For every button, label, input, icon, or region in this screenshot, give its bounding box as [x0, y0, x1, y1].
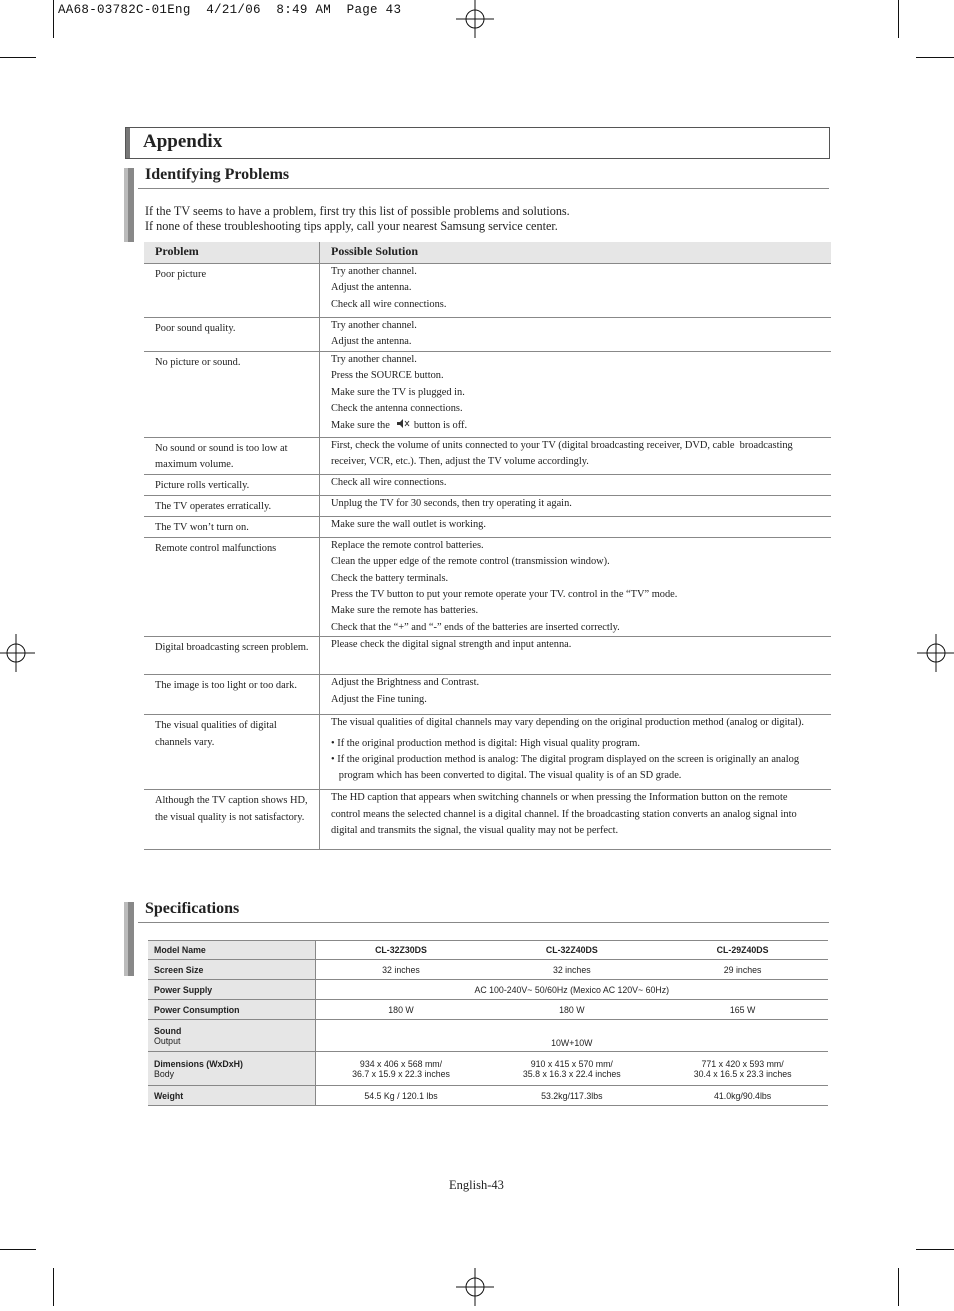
- solution-line: Check the battery terminals.: [331, 572, 449, 584]
- crop-mark: [898, 0, 899, 38]
- spec-label-dimensions-title: Dimensions (WxDxH): [154, 1058, 243, 1069]
- problem-cell: [144, 352, 320, 438]
- solution-line: Try another channel.: [331, 354, 417, 365]
- registration-mark-icon: [456, 1268, 494, 1306]
- solution-line: Replace the remote control batteries.: [331, 539, 484, 551]
- solution-cell: [320, 318, 832, 352]
- spec-value: [315, 1052, 486, 1086]
- solution-cell: [320, 264, 832, 318]
- spec-model: CL-29Z40DS: [657, 941, 828, 960]
- table-row: [144, 474, 831, 495]
- solution-cell: [320, 637, 832, 675]
- problem-line: Remote control malfunctions: [155, 542, 277, 554]
- registration-mark-icon: [456, 0, 494, 38]
- table-row: [144, 516, 831, 537]
- problem-cell: [144, 790, 320, 850]
- spec-value: 41.0kg/90.4lbs: [657, 1086, 828, 1106]
- solution-line: Adjust the antenna.: [331, 336, 412, 348]
- solution-cell: [320, 790, 832, 850]
- solution-line: The visual qualities of digital channels may vary depending on the original production method (analog or digital).: [331, 717, 804, 729]
- spec-label-sound-sub: Output: [154, 1035, 181, 1046]
- solution-line: Press the SOURCE button.: [331, 370, 444, 382]
- problem-line: No sound or sound is too low at: [155, 443, 288, 454]
- solution-cell: [320, 495, 832, 516]
- spec-label-model: Model Name: [148, 941, 315, 960]
- table-row: [144, 352, 831, 438]
- column-header-problem: Problem: [144, 242, 320, 264]
- section-rule: [138, 922, 829, 923]
- intro-line: If the TV seems to have a problem, first try this list of possible problems and solutions.: [145, 204, 570, 218]
- spec-label-dimensions: [148, 1052, 315, 1086]
- problem-line: Poor sound quality.: [155, 323, 236, 334]
- solution-line: Make sure the TV is plugged in.: [331, 386, 465, 398]
- table-row: [144, 438, 831, 475]
- solution-cell: [320, 715, 832, 790]
- spec-dim-line: 934 x 406 x 568 mm/: [359, 1058, 443, 1069]
- solution-line: First, check the volume of units connected to your TV (digital broadcasting receiver, DVD, cable broadcasting: [331, 440, 793, 451]
- table-row: [144, 675, 831, 715]
- problem-line: maximum volume.: [155, 459, 234, 471]
- solution-line: Adjust the Fine tuning.: [331, 693, 427, 705]
- problem-line: Poor picture: [155, 269, 207, 280]
- problem-line: The TV operates erratically.: [155, 500, 272, 512]
- solution-cell: [320, 352, 832, 438]
- spec-value: 29 inches: [657, 960, 828, 980]
- intro-line: If none of these troubleshooting tips apply, call your nearest Samsung service center.: [145, 219, 558, 233]
- solution-line: Check all wire connections.: [331, 298, 447, 310]
- spec-value: 54.5 Kg / 120.1 lbs: [315, 1086, 486, 1106]
- table-row: [144, 715, 831, 790]
- crop-mark: [916, 57, 954, 58]
- solution-line: Press the TV button to put your remote operate your TV. control in the “TV” mode.: [331, 589, 678, 601]
- solution-line: [331, 418, 831, 434]
- spec-label-sound: [148, 1020, 315, 1052]
- spec-label-weight: Weight: [148, 1086, 315, 1106]
- spec-value: 32 inches: [486, 960, 657, 980]
- problem-line: channels vary.: [155, 736, 215, 748]
- crop-mark: [53, 1268, 54, 1306]
- solution-line: program which has been converted to digital. The visual quality is of an SD grade.: [331, 770, 682, 782]
- column-header-solution: Possible Solution: [320, 242, 832, 264]
- solution-text: Make sure the: [331, 419, 390, 431]
- crop-mark: [916, 1249, 954, 1250]
- spec-label-screen-size: Screen Size: [148, 960, 315, 980]
- solution-line: • If the original production method is digital: High visual quality program.: [331, 737, 640, 749]
- spec-value: AC 100-240V~ 50/60Hz (Mexico AC 120V~ 60Hz): [315, 980, 828, 1000]
- table-row: [144, 537, 831, 636]
- spec-model: CL-32Z30DS: [315, 941, 486, 960]
- solution-line: Make sure the remote has batteries.: [331, 605, 479, 617]
- problem-cell: [144, 318, 320, 352]
- appendix-title: Appendix: [143, 131, 223, 152]
- spec-dim-line: 910 x 415 x 570 mm/: [530, 1058, 613, 1069]
- solution-line: • If the original production method is analog: The digital program displayed on the screen is originally an analog: [331, 754, 800, 766]
- page-number: English-43: [449, 1178, 504, 1192]
- spec-dim-line: 30.4 x 16.5 x 23.3 inches: [693, 1068, 792, 1079]
- problem-line: the visual quality is not satisfactory.: [155, 811, 305, 823]
- solution-line: Unplug the TV for 30 seconds, then try operating it again.: [331, 497, 572, 509]
- solution-line: Check the antenna connections.: [331, 403, 463, 415]
- spec-value: 165 W: [657, 1000, 828, 1020]
- specifications-title: Specifications: [145, 900, 240, 917]
- section-rule: [138, 188, 829, 189]
- solution-line: Check all wire connections.: [331, 476, 447, 488]
- problem-line: The image is too light or too dark.: [155, 680, 297, 692]
- problem-line: Digital broadcasting screen problem.: [155, 642, 309, 654]
- spec-label-power-supply: Power Supply: [148, 980, 315, 1000]
- solution-line: Check that the “+” and “-” ends of the batteries are inserted correctly.: [331, 621, 620, 633]
- appendix-accent-bar: [126, 128, 130, 158]
- spec-value: 53.2kg/117.3lbs: [486, 1086, 657, 1106]
- solution-cell: [320, 438, 832, 475]
- problem-cell: [144, 474, 320, 495]
- problem-cell: [144, 516, 320, 537]
- solution-text: button is off.: [413, 419, 468, 431]
- problem-line: Although the TV caption shows HD,: [155, 795, 308, 807]
- spec-dim-line: 35.8 x 16.3 x 22.4 inches: [522, 1068, 621, 1079]
- table-row: [144, 264, 831, 318]
- spec-dim-line: 771 x 420 x 593 mm/: [701, 1058, 784, 1069]
- solution-line: Try another channel.: [331, 320, 417, 331]
- spec-value: 32 inches: [315, 960, 486, 980]
- mute-speaker-icon: [396, 418, 410, 429]
- table-row: [144, 790, 831, 850]
- spec-value: 10W+10W: [315, 1020, 828, 1052]
- table-row: [144, 495, 831, 516]
- problem-cell: [144, 438, 320, 475]
- solution-cell: [320, 675, 832, 715]
- print-header: AA68-03782C-01Eng 4/21/06 8:49 AM Page 43: [58, 3, 402, 17]
- problems-table: [144, 242, 831, 850]
- solution-cell: [320, 516, 832, 537]
- crop-mark: [53, 0, 54, 38]
- solution-line: Clean the upper edge of the remote control (transmission window).: [331, 556, 610, 568]
- spec-value: [657, 1052, 828, 1086]
- solution-cell: [320, 537, 832, 636]
- solution-line: Make sure the wall outlet is working.: [331, 518, 486, 530]
- spec-label-power-consumption: Power Consumption: [148, 1000, 315, 1020]
- spec-dim-line: 36.7 x 15.9 x 22.3 inches: [352, 1068, 450, 1079]
- solution-line: digital and transmits the signal, the visual quality may not be perfect.: [331, 825, 619, 837]
- section-accent-bar: [124, 168, 134, 242]
- registration-mark-icon: [0, 634, 35, 672]
- crop-mark: [0, 57, 36, 58]
- identifying-problems-title: Identifying Problems: [145, 166, 290, 183]
- solution-cell: [320, 474, 832, 495]
- registration-mark-icon: [917, 634, 954, 672]
- problem-cell: [144, 637, 320, 675]
- solution-line: control means the selected channel is a digital channel. If the broadcasting station converts an analog signal into: [331, 808, 797, 820]
- problem-line: No picture or sound.: [155, 357, 241, 368]
- crop-mark: [0, 1249, 36, 1250]
- spec-value: [486, 1052, 657, 1086]
- problem-cell: [144, 675, 320, 715]
- crop-mark: [898, 1268, 899, 1306]
- problem-cell: [144, 537, 320, 636]
- table-row: [144, 318, 831, 352]
- intro-text: [145, 204, 570, 234]
- problem-cell: [144, 715, 320, 790]
- appendix-header: [125, 127, 830, 159]
- problem-cell: [144, 264, 320, 318]
- spec-value: 180 W: [315, 1000, 486, 1020]
- specifications-table: [148, 940, 828, 1106]
- solution-line: Please check the digital signal strength and input antenna.: [331, 639, 572, 651]
- spec-label-sound-title: Sound: [154, 1025, 182, 1036]
- solution-line: Adjust the Brightness and Contrast.: [331, 677, 480, 689]
- problem-line: Picture rolls vertically.: [155, 479, 250, 491]
- section-accent-bar: [124, 902, 134, 976]
- problem-cell: [144, 495, 320, 516]
- spec-model: CL-32Z40DS: [486, 941, 657, 960]
- spec-value: 180 W: [486, 1000, 657, 1020]
- problem-line: The TV won’t turn on.: [155, 521, 249, 533]
- table-row: [144, 637, 831, 675]
- solution-line: The HD caption that appears when switching channels or when pressing the Information button on the remote: [331, 792, 788, 804]
- solution-line: receiver, VCR, etc.). Then, adjust the TV volume accordingly.: [331, 456, 589, 468]
- solution-line: Try another channel.: [331, 266, 417, 277]
- problem-line: The visual qualities of digital: [155, 720, 277, 732]
- solution-line: Adjust the antenna.: [331, 282, 412, 294]
- spec-label-dimensions-sub: Body: [154, 1068, 175, 1079]
